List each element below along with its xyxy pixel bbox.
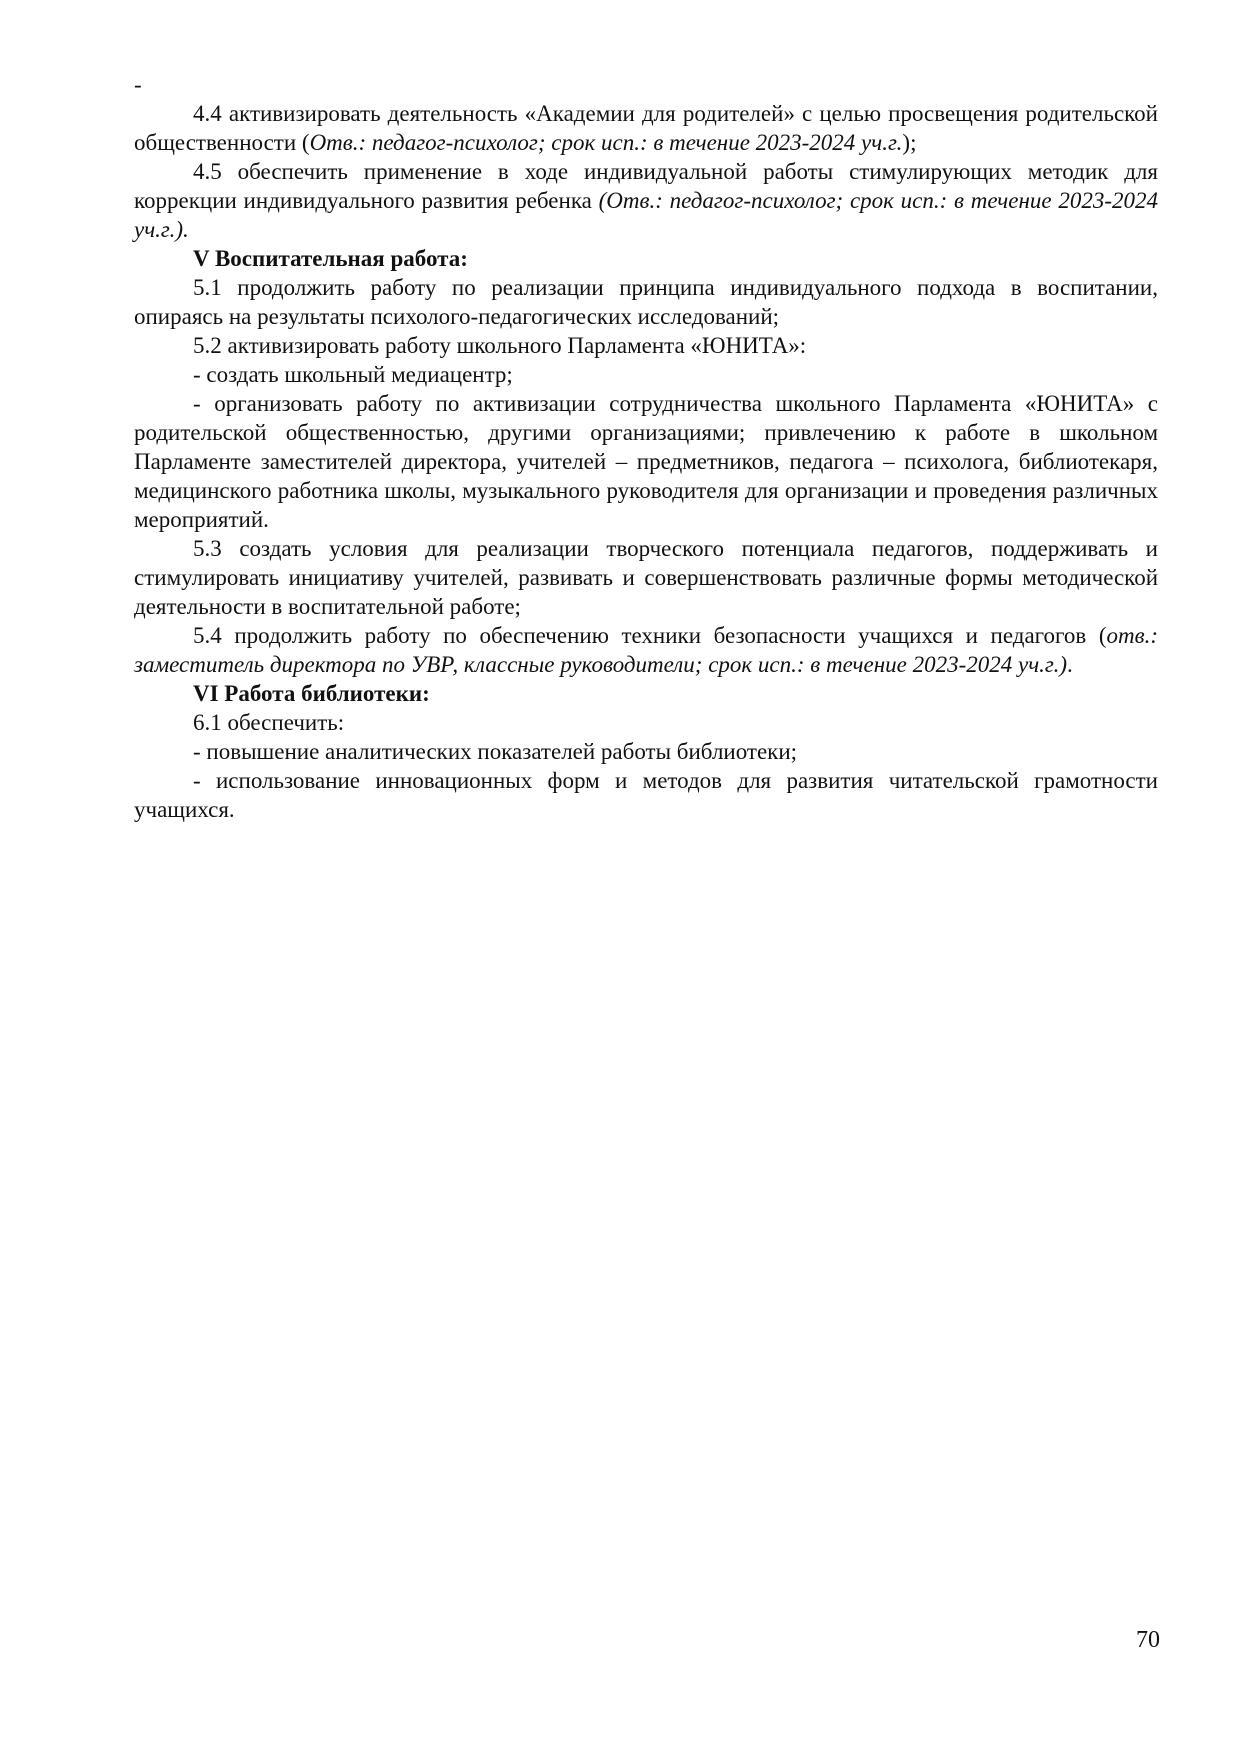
paragraph-6-1-item-analytics: - повышение аналитических показателей работы библиотеки; (193, 739, 798, 764)
paragraph-4-5-responsible: (Отв.: педагог-психолог; срок исп.: в течение 2023-2024 уч.г.). (134, 188, 1158, 242)
top-dash: - (134, 72, 142, 97)
paragraph-4-4-tail: ); (902, 130, 917, 155)
paragraph-5-2: 5.2 активизировать работу школьного Парламента «ЮНИТА»: (193, 333, 807, 358)
paragraph-5-1: 5.1 продолжить работу по реализации принципа индивидуального подхода в воспитании, опираясь на результаты психолого-педагогических исследований; (134, 275, 1158, 329)
paragraph-4-5 (134, 157, 1158, 244)
paragraph-5-4-tail: . (1067, 652, 1073, 677)
paragraph-5-2-item-cooperation: - организовать работу по активизации сотрудничества школьного Парламента «ЮНИТА» с родительской общественностью, другими организациями; привлечению к работе в школьном Парламенте заместителей директора, учителей – предметников, педагога – психолога, библиотекаря, медицинского работника школы, музыкального руководителя для организации и проведения различных мероприятий. (134, 391, 1158, 532)
paragraph-6-1-item-literacy: - использование инновационных форм и методов для развития читательской грамотности учащихся. (134, 768, 1158, 822)
page-number: 70 (1136, 1627, 1160, 1653)
paragraph-4-4-responsible: Отв.: педагог-психолог; срок исп.: в течение 2023-2024 уч.г. (309, 130, 903, 155)
paragraph-5-4-responsible: отв.: заместитель директора по УВР, классные руководители; срок исп.: в течение 2023-2024 уч.г.) (134, 623, 1158, 677)
document-page (134, 70, 1158, 824)
paragraph-4-4-text: 4.4 активизировать деятельность «Академии для родителей» с целью просвещения родительской общественности ( (134, 101, 1158, 155)
paragraph-5-3: 5.3 создать условия для реализации творческого потенциала педагогов, поддерживать и стимулировать инициативу учителей, развивать и совершенствовать различные формы методической деятельности в воспитательной работе; (134, 536, 1158, 619)
paragraph-4-4 (134, 99, 1158, 157)
section-5-heading: V Воспитательная работа: (193, 246, 468, 271)
paragraph-5-4 (134, 621, 1158, 679)
section-6-heading: VI Работа библиотеки: (193, 681, 430, 706)
paragraph-5-2-item-media: - создать школьный медиацентр; (193, 362, 513, 387)
paragraph-6-1: 6.1 обеспечить: (193, 710, 345, 735)
paragraph-5-4-text: 5.4 продолжить работу по обеспечению техники безопасности учащихся и педагогов ( (193, 623, 1107, 648)
paragraph-4-5-text: 4.5 обеспечить применение в ходе индивидуальной работы стимулирующих методик для коррекции индивидуального развития ребенка (134, 159, 1158, 213)
